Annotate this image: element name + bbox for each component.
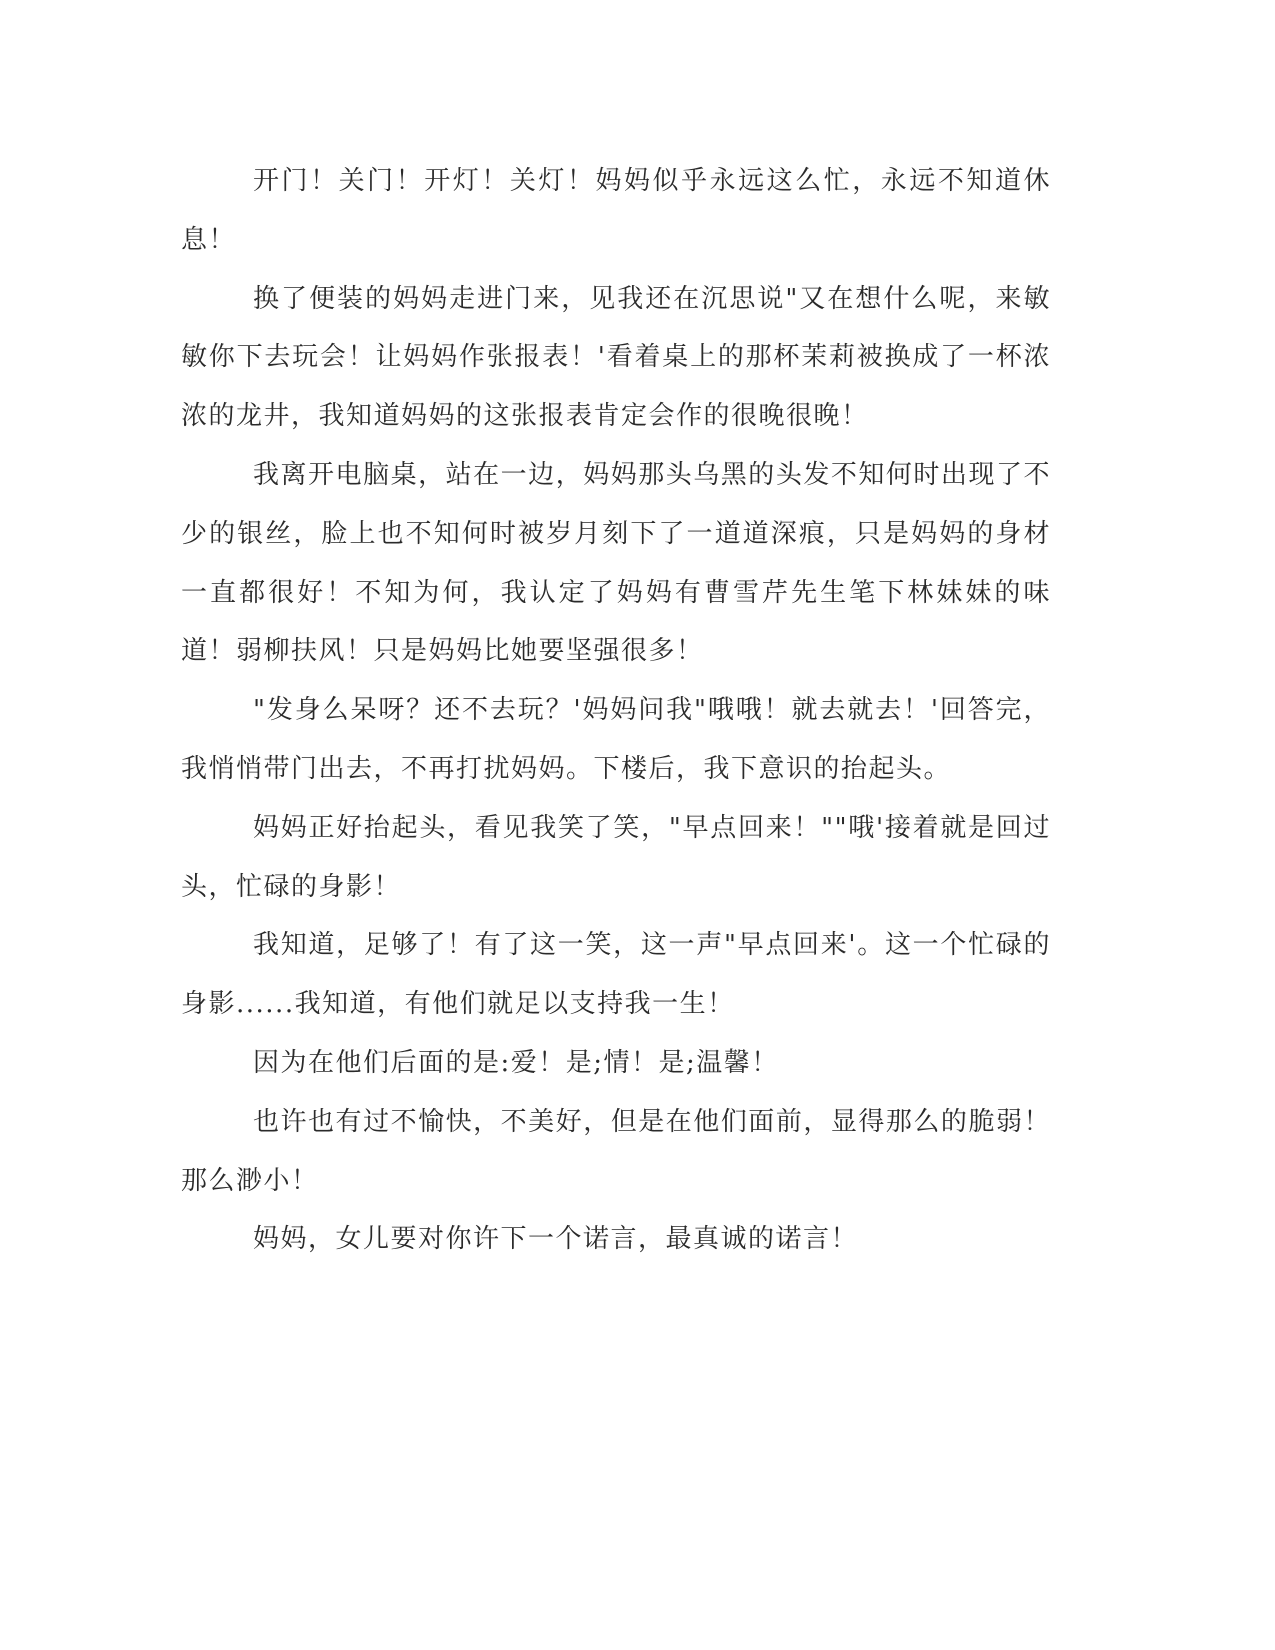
paragraph-5: 妈妈正好抬起头，看见我笑了笑，"早点回来！""哦'接着就是回过头，忙碌的身影！ [181, 812, 1051, 902]
paragraph-7: 因为在他们后面的是:爱！是;情！是;温馨！ [253, 1047, 779, 1078]
paragraph-2: 换了便装的妈妈走进门来，见我还在沉思说"又在想什么呢，来敏敏你下去玩会！让妈妈作张报表！'看着桌上的那杯茉莉被换成了一杯浓浓的龙井，我知道妈妈的这张报表肯定会作的很晚很晚！ [181, 283, 1051, 432]
paragraph-3: 我离开电脑桌，站在一边，妈妈那头乌黑的头发不知何时出现了不少的银丝，脸上也不知何时被岁月刻下了一道道深痕，只是妈妈的身材一直都很好！不知为何，我认定了妈妈有曹雪芹先生笔下林妹妹的味道！弱柳扶风！只是妈妈比她要坚强很多！ [181, 459, 1051, 667]
paragraph-6: 我知道，足够了！有了这一笑，这一声"早点回来'。这一个忙碌的身影......我知道，有他们就足以支持我一生！ [181, 930, 1051, 1020]
paragraph-1: 开门！关门！开灯！关灯！妈妈似乎永远这么忙，永远不知道休息！ [181, 166, 1051, 255]
document-body [181, 152, 1051, 1269]
paragraph-4: "发身么呆呀？还不去玩？'妈妈问我"哦哦！就去就去！'回答完，我悄悄带门出去，不再打扰妈妈。下楼后，我下意识的抬起头。 [181, 695, 1051, 784]
paragraph-8: 也许也有过不愉快，不美好，但是在他们面前，显得那么的脆弱！那么渺小！ [181, 1106, 1051, 1196]
paragraph-9: 妈妈，女儿要对你许下一个诺言，最真诚的诺言！ [253, 1224, 859, 1255]
